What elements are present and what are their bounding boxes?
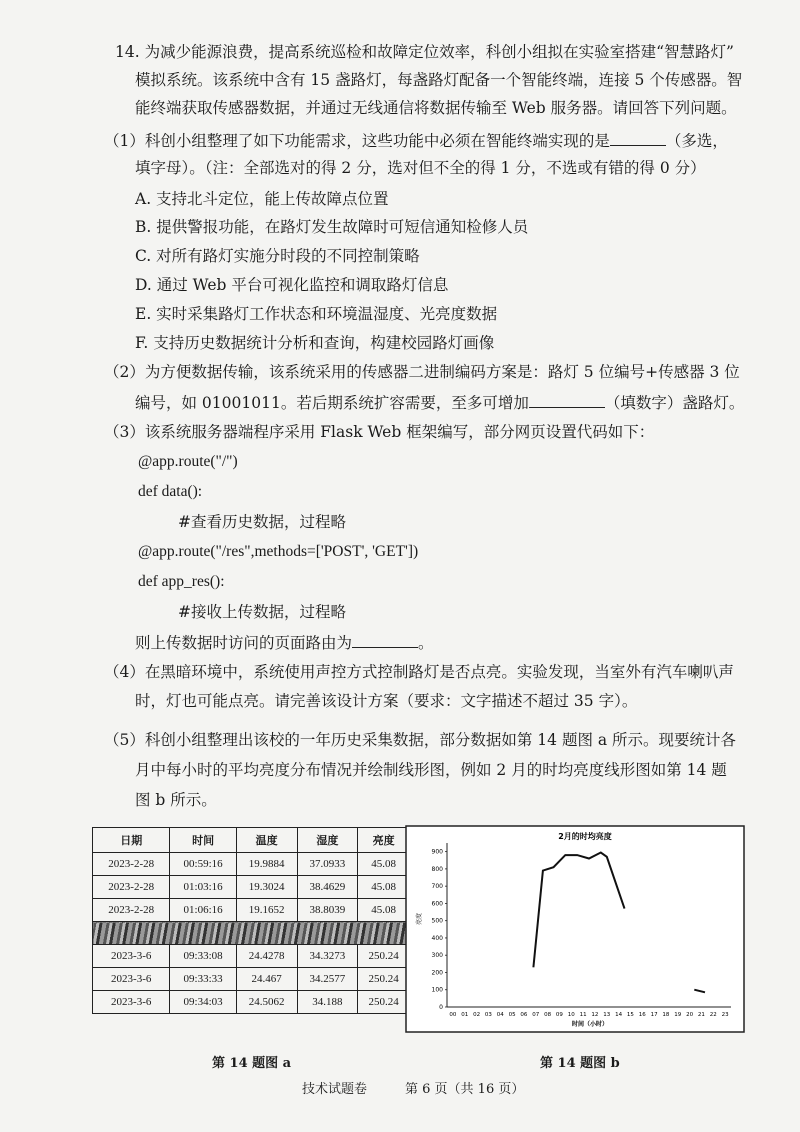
y-tick-label: 500 — [431, 917, 443, 925]
option-b: B. 提供警报功能，在路灯发生故障时可短信通知检修人员 — [135, 218, 529, 236]
table-row — [93, 876, 410, 899]
y-tick-label: 100 — [431, 986, 443, 994]
option-f: F. 支持历史数据统计分析和查询，构建校园路灯画像 — [135, 334, 495, 352]
code-line-3: #查看历史数据，过程略 — [178, 513, 346, 531]
part3-answer-blank[interactable] — [352, 631, 418, 648]
x-tick-label: 06 — [520, 1012, 528, 1018]
y-tick-label: 700 — [431, 883, 443, 891]
footer-page-number: 第 6 页（共 16 页） — [405, 1082, 525, 1097]
part5-line-1: （5）科创小组整理出该校的一年历史采集数据，部分数据如第 14 题图 a 所示。现要统计各 — [104, 731, 737, 749]
cell-brightness: 45.08 — [358, 899, 410, 922]
part2-text: 编号，如 01001011。若后期系统扩容需要，至多可增加 — [135, 394, 529, 412]
part1-note: 填字母）。（注：全部选对的得 2 分，选对但不全的得 1 分，不选或有错的得 0 分） — [135, 159, 706, 177]
y-tick-label: 400 — [431, 934, 443, 942]
cell-humidity: 34.188 — [297, 991, 358, 1014]
part1-text-tail: （多选， — [665, 132, 728, 150]
cell-temperature: 19.3024 — [236, 876, 297, 899]
x-tick-label: 07 — [532, 1012, 540, 1018]
header-time: 时间 — [170, 828, 236, 853]
cell-date: 2023-2-28 — [93, 899, 170, 922]
x-tick-label: 21 — [697, 1012, 705, 1018]
cell-humidity: 34.3273 — [297, 945, 358, 968]
intro-line-2: 模拟系统。该系统中含有 15 盏路灯，每盏路灯配备一个智能终端，连接 5 个传感器。智 — [135, 71, 743, 89]
x-tick-label: 22 — [709, 1012, 717, 1018]
part2-text-tail: （填数字）盏路灯。 — [604, 394, 745, 412]
part2-answer-blank[interactable] — [529, 391, 605, 408]
x-tick-label: 20 — [686, 1012, 694, 1018]
part3-text-tail: 。 — [418, 634, 434, 652]
part3-line-1: （3）该系统服务器端程序采用 Flask Web 框架编写，部分网页设置代码如下： — [104, 423, 655, 441]
x-tick-label: 11 — [579, 1012, 587, 1018]
part3-line-2 — [135, 631, 434, 654]
x-tick-label: 02 — [473, 1012, 481, 1018]
table-header-row — [93, 828, 410, 853]
cell-time: 01:06:16 — [170, 899, 236, 922]
figure-b-line-chart — [405, 825, 745, 1033]
code-line-6: #接收上传数据，过程略 — [178, 603, 346, 621]
intro-line-3: 能终端获取传感器数据，并通过无线通信将数据传输至 Web 服务器。请回答下列问题。 — [135, 99, 737, 117]
figure-a-table — [92, 827, 410, 1014]
cell-date: 2023-2-28 — [93, 853, 170, 876]
x-tick-label: 10 — [567, 1012, 575, 1018]
chart-y-label: 亮度 — [416, 912, 423, 925]
cell-temperature: 24.5062 — [236, 991, 297, 1014]
table-row — [93, 991, 410, 1014]
cell-time: 09:34:03 — [170, 991, 236, 1014]
header-brightness: 亮度 — [358, 828, 410, 853]
y-tick-label: 300 — [431, 952, 443, 960]
cell-temperature: 19.9884 — [236, 853, 297, 876]
option-d: D. 通过 Web 平台可视化监控和调取路灯信息 — [135, 276, 449, 294]
y-tick-label: 600 — [431, 900, 443, 908]
option-a: A. 支持北斗定位，能上传故障点位置 — [135, 190, 389, 208]
table-torn-gap — [93, 922, 410, 945]
figure-a-caption: 第 14 题图 a — [212, 1056, 292, 1071]
footer-title: 技术试题卷 — [302, 1082, 368, 1097]
x-tick-label: 13 — [603, 1012, 611, 1018]
cell-brightness: 45.08 — [358, 876, 410, 899]
x-tick-label: 03 — [484, 1012, 492, 1018]
cell-humidity: 38.4629 — [297, 876, 358, 899]
y-tick-label: 800 — [431, 865, 443, 873]
x-tick-label: 05 — [508, 1012, 516, 1018]
x-tick-label: 04 — [496, 1012, 504, 1018]
cell-date: 2023-3-6 — [93, 968, 170, 991]
part4-line-1: （4）在黑暗环境中，系统使用声控方式控制路灯是否点亮。实验发现，当室外有汽车喇叭声 — [104, 663, 734, 681]
part3-text: 则上传数据时访问的页面路由为 — [135, 634, 353, 652]
y-tick-label: 0 — [439, 1004, 443, 1011]
intro-line-1: 14. 为减少能源浪费，提高系统巡检和故障定位效率，科创小组拟在实验室搭建“智慧路灯” — [115, 43, 734, 61]
option-e: E. 实时采集路灯工作状态和环境温湿度、光亮度数据 — [135, 305, 498, 323]
x-tick-label: 14 — [615, 1012, 623, 1018]
cell-time: 09:33:08 — [170, 945, 236, 968]
header-temperature: 温度 — [236, 828, 297, 853]
cell-brightness: 250.24 — [358, 991, 410, 1014]
x-tick-label: 00 — [449, 1012, 457, 1018]
part1-text: （1）科创小组整理了如下功能需求，这些功能中必须在智能终端实现的是 — [104, 132, 610, 150]
cell-date: 2023-2-28 — [93, 876, 170, 899]
cell-temperature: 24.467 — [236, 968, 297, 991]
chart-x-label: 时间（小时） — [571, 1021, 609, 1028]
chart-title: 2月的时均亮度 — [558, 832, 612, 841]
x-tick-label: 08 — [544, 1012, 552, 1018]
y-tick-label: 200 — [431, 969, 443, 977]
part2-line-2 — [135, 391, 744, 414]
part1-question — [104, 129, 728, 152]
x-tick-label: 23 — [721, 1012, 729, 1018]
figure-b-caption: 第 14 题图 b — [540, 1056, 620, 1071]
part2-line-1: （2）为方便数据传输，该系统采用的传感器二进制编码方案是：路灯 5 位编号+传感器 3 位 — [104, 363, 740, 381]
part1-answer-blank[interactable] — [610, 129, 666, 146]
table-row — [93, 853, 410, 876]
x-tick-label: 16 — [638, 1012, 646, 1018]
x-tick-label: 15 — [626, 1012, 634, 1018]
cell-time: 09:33:33 — [170, 968, 236, 991]
x-tick-label: 17 — [650, 1012, 658, 1018]
part4-line-2: 时，灯也可能点亮。请完善该设计方案（要求：文字描述不超过 35 字）。 — [135, 692, 638, 710]
header-date: 日期 — [93, 828, 170, 853]
x-tick-label: 12 — [591, 1012, 599, 1018]
part5-line-3: 图 b 所示。 — [135, 791, 217, 809]
cell-brightness: 45.08 — [358, 853, 410, 876]
table-row — [93, 945, 410, 968]
table-row — [93, 968, 410, 991]
cell-date: 2023-3-6 — [93, 991, 170, 1014]
cell-humidity: 34.2577 — [297, 968, 358, 991]
x-tick-label: 09 — [555, 1012, 563, 1018]
header-humidity: 湿度 — [297, 828, 358, 853]
cell-date: 2023-3-6 — [93, 945, 170, 968]
x-tick-label: 19 — [674, 1012, 682, 1018]
cell-temperature: 24.4278 — [236, 945, 297, 968]
option-c: C. 对所有路灯实施分时段的不同控制策略 — [135, 247, 420, 265]
code-line-5: def app_res(): — [138, 573, 225, 590]
chart-frame — [406, 826, 744, 1032]
cell-humidity: 38.8039 — [297, 899, 358, 922]
x-tick-label: 18 — [662, 1012, 670, 1018]
cell-time: 01:03:16 — [170, 876, 236, 899]
code-line-2: def data(): — [138, 483, 203, 500]
cell-brightness: 250.24 — [358, 945, 410, 968]
cell-temperature: 19.1652 — [236, 899, 297, 922]
part5-line-2: 月中每小时的平均亮度分布情况并绘制线形图，例如 2 月的时均亮度线形图如第 14 题 — [135, 761, 727, 779]
cell-humidity: 37.0933 — [297, 853, 358, 876]
code-line-4: @app.route("/res",methods=['POST', 'GET']) — [138, 543, 419, 560]
code-line-1: @app.route("/") — [138, 453, 238, 470]
table-row — [93, 899, 410, 922]
x-tick-label: 01 — [461, 1012, 469, 1018]
cell-time: 00:59:16 — [170, 853, 236, 876]
cell-brightness: 250.24 — [358, 968, 410, 991]
y-tick-label: 900 — [431, 848, 443, 856]
